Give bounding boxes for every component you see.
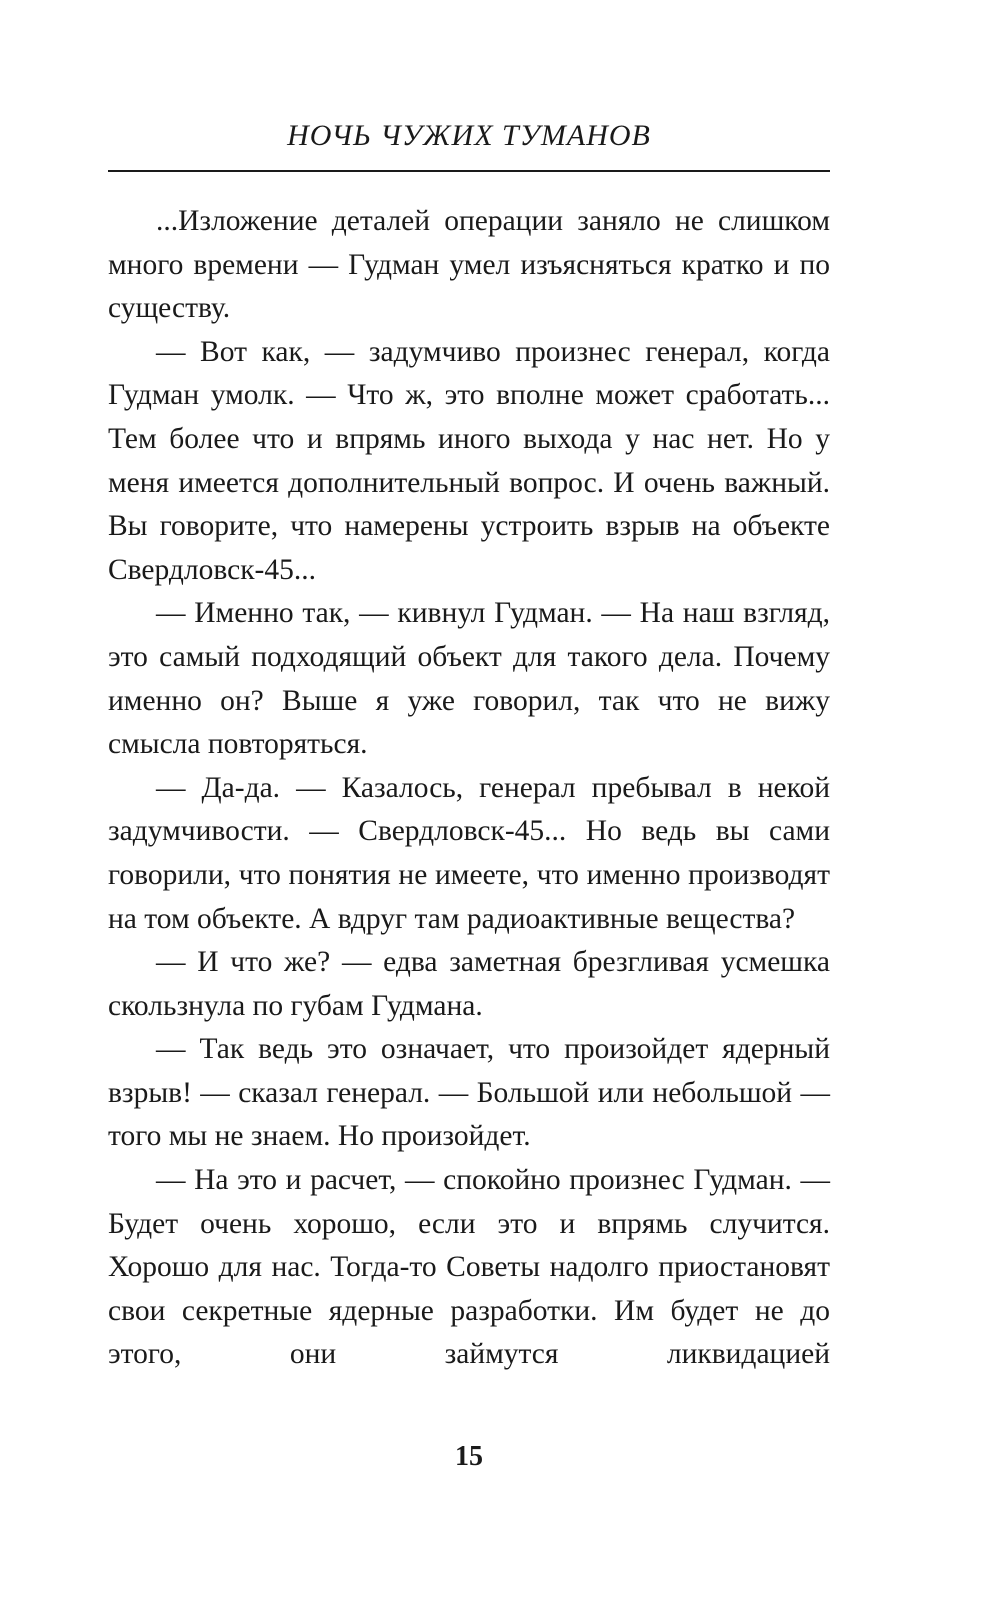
paragraph: — И что же? — едва заметная брезгливая усмешка скользнула по губам Гудмана. (108, 946, 830, 1022)
page-number: 15 (455, 1441, 483, 1472)
body-text (108, 200, 830, 1377)
paragraph: — Так ведь это означает, что произойдет ядерный взрыв! — сказал генерал. — Большой или небольшой — того мы не знаем. Но произойдет. (108, 1033, 830, 1153)
header-rule (108, 170, 830, 172)
paragraph: — Да-да. — Казалось, генерал пребывал в некой задумчивости. — Свердловск-45... Но ведь вы сами говорили, что понятия не имеете, что именно производят на том объекте. А вдруг там радиоактивные вещества? (108, 771, 830, 935)
paragraph: — Вот как, — задумчиво произнес генерал, когда Гудман умолк. — Что ж, это вполне может сработать... Тем более что и впрямь иного выхода у нас нет. Но у меня имеется дополнительный вопрос. И очень важный. Вы говорите, что намерены устроить взрыв на объекте Свердловск-45... (108, 335, 830, 586)
paragraph: ...Изложение деталей операции заняло не слишком много времени — Гудман умел изъясняться кратко и по существу. (108, 205, 830, 325)
running-head: НОЧЬ ЧУЖИХ ТУМАНОВ (287, 119, 651, 152)
paragraph: — Именно так, — кивнул Гудман. — На наш взгляд, это самый подходящий объект для такого дела. Почему именно он? Выше я уже говорил, так что не вижу смысла повторяться. (108, 597, 830, 761)
paragraph: — На это и расчет, — спокойно произнес Гудман. — Будет очень хорошо, если это и впрямь случится. Хорошо для нас. Тогда-то Советы надолго приостановят свои секретные ядерные разработки. Им будет не до этого, они займутся ликвидацией (108, 1164, 830, 1371)
